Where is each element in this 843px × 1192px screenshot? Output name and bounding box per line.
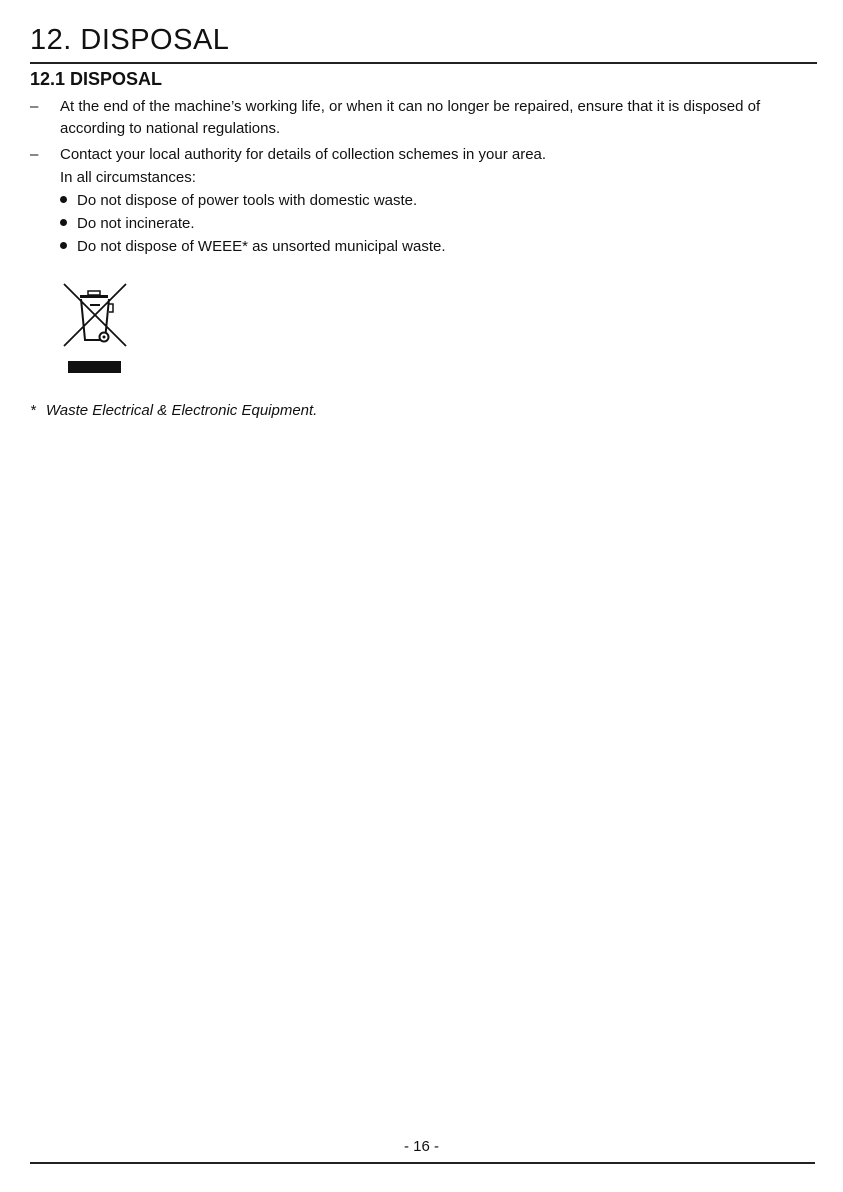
- bullet-text: Do not dispose of power tools with domestic waste.: [77, 192, 418, 209]
- footnote-text: Waste Electrical & Electronic Equipment.: [45, 402, 318, 419]
- list-item: [30, 144, 820, 166]
- bullet-dot-icon: [60, 196, 67, 203]
- title-divider: [30, 62, 817, 64]
- footer-divider: [30, 1162, 815, 1164]
- bullet-dot-icon: [60, 242, 67, 249]
- bullet-text: Do not incinerate.: [77, 215, 195, 232]
- list-item-marker: –: [30, 146, 39, 163]
- weee-crossed-bin-icon: [60, 282, 130, 377]
- bullet-item: [60, 213, 195, 235]
- bullet-item: [60, 190, 417, 212]
- list-item-text: Contact your local authority for details of collection schemes in your area.: [60, 146, 547, 163]
- list-item-marker: –: [30, 98, 39, 115]
- bullet-text: Do not dispose of WEEE* as unsorted municipal waste.: [77, 238, 446, 255]
- list-item-text: At the end of the machine’s working life, or when it can no longer be repaired, ensure that it is disposed of according to national regulations.: [60, 98, 761, 137]
- bullet-item: [60, 236, 446, 258]
- subsection-title: 12.1 DISPOSAL: [30, 69, 163, 89]
- circumstances-intro: In all circumstances:: [60, 169, 196, 186]
- list-item: [30, 96, 820, 140]
- bullet-dot-icon: [60, 219, 67, 226]
- section-title: 12. DISPOSAL: [30, 24, 230, 56]
- footnote: [30, 400, 317, 422]
- footnote-mark: *: [30, 402, 36, 419]
- page-number: - 16 -: [403, 1138, 439, 1155]
